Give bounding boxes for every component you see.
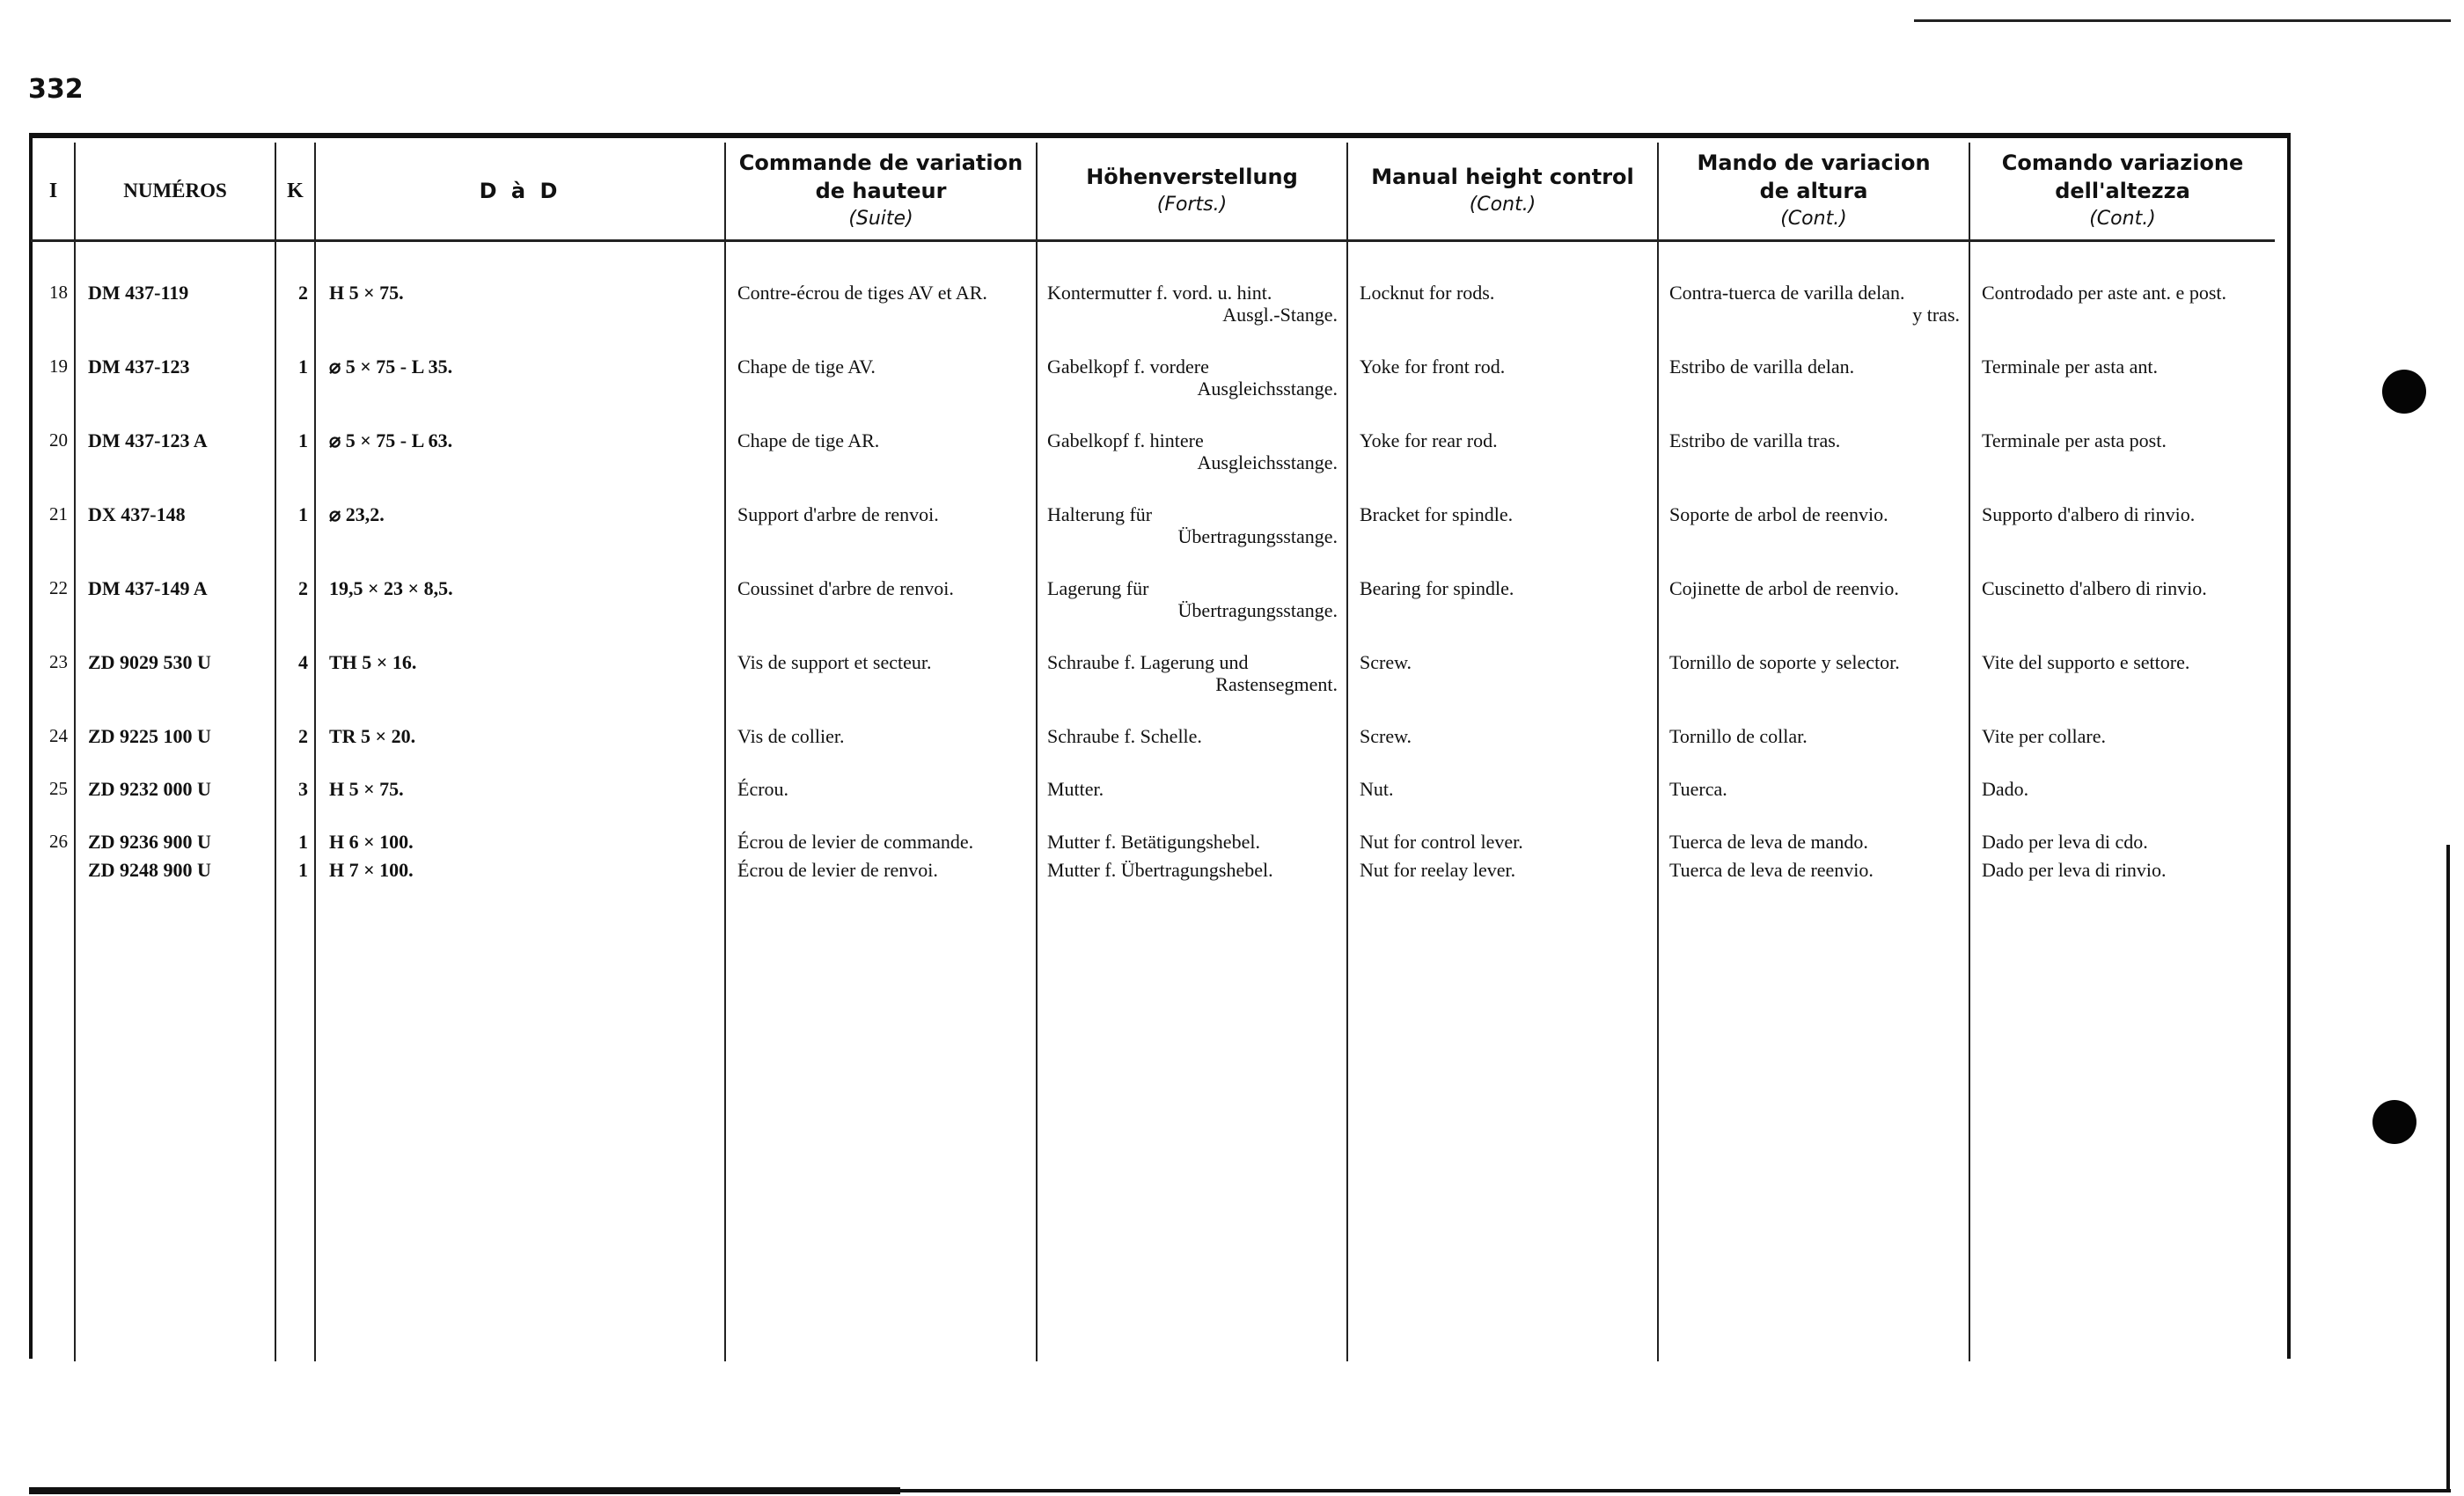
header-italian-title-2: dell'altezza — [2055, 179, 2190, 203]
cell-fr-line: Écrou. — [737, 778, 789, 800]
cell-dad: TR 5 × 20. — [329, 725, 416, 747]
cell-k: 2 — [298, 282, 308, 304]
cell-numero: DM 437-149 A — [88, 577, 208, 599]
header-german — [1038, 143, 1346, 239]
cell-fr — [737, 651, 1028, 673]
cell-de-line: Mutter f. Betätigungshebel. — [1047, 831, 1260, 853]
cell-en — [1360, 503, 1650, 525]
cell-fr — [737, 429, 1028, 451]
cell-numero: DM 437-119 — [88, 282, 189, 304]
cell-es-line: Tuerca. — [1669, 778, 1727, 800]
cell-fr-line: Chape de tige AR. — [737, 429, 880, 451]
header-spanish-title-2: de altura — [1759, 179, 1868, 203]
cell-de-line: Kontermutter f. vord. u. hint. — [1047, 282, 1272, 304]
cell-dad: H 5 × 75. — [329, 282, 404, 304]
cell-de — [1047, 831, 1338, 853]
cell-numero: DX 437-148 — [88, 503, 186, 525]
cell-k: 3 — [298, 778, 308, 800]
right-edge-rule — [2446, 845, 2450, 1492]
cell-it — [1982, 577, 2272, 599]
cell-fr-line: Chape de tige AV. — [737, 356, 876, 378]
header-dad-label: D à D — [479, 179, 561, 203]
cell-de — [1047, 282, 1338, 326]
cell-en-line: Nut. — [1360, 778, 1394, 800]
cell-k: 1 — [298, 831, 308, 853]
header-french-title-2: de hauteur — [815, 179, 947, 203]
cell-index: 26 — [49, 831, 68, 852]
cell-en-line: Bracket for spindle. — [1360, 503, 1514, 525]
cell-de-line: Gabelkopf f. vordere — [1047, 356, 1209, 378]
cell-es-line: Soporte de arbol de reenvio. — [1669, 503, 1888, 525]
header-english-title-1: Manual height control — [1371, 165, 1634, 189]
cell-it-line: Supporto d'albero di rinvio. — [1982, 503, 2196, 525]
cell-fr-line: Coussinet d'arbre de renvoi. — [737, 577, 954, 599]
cell-index: 22 — [49, 577, 68, 598]
cell-index: 18 — [49, 282, 68, 303]
cell-es-line: Tornillo de soporte y selector. — [1669, 651, 1900, 673]
cell-es-line: Tornillo de collar. — [1669, 725, 1808, 747]
cell-de — [1047, 429, 1338, 473]
cell-dad: H 6 × 100. — [329, 831, 414, 853]
cell-fr — [737, 356, 1028, 378]
cell-it — [1982, 831, 2272, 853]
cell-es — [1669, 503, 1960, 525]
cell-es-line: Tuerca de leva de reenvio. — [1669, 859, 1874, 881]
cell-de — [1047, 503, 1338, 547]
cell-en-line: Nut for reelay lever. — [1360, 859, 1516, 881]
cell-fr — [737, 577, 1028, 599]
header-german-title-1: Höhenverstellung — [1086, 165, 1298, 189]
cell-numero: ZD 9236 900 U — [88, 831, 211, 853]
cell-index: 21 — [49, 503, 68, 524]
cell-de-line: Übertragungsstange. — [1177, 599, 1338, 621]
header-index: I — [48, 179, 58, 202]
cell-fr — [737, 778, 1028, 800]
header-german-sub: (Forts.) — [1156, 194, 1228, 216]
page-number: 332 — [28, 74, 84, 105]
cell-de-line: Lagerung für — [1047, 577, 1149, 599]
cell-es-line: Cojinette de arbol de reenvio. — [1669, 577, 1899, 599]
cell-es — [1669, 356, 1960, 378]
cell-de-line: Mutter f. Übertragungshebel. — [1047, 859, 1273, 881]
header-italian-sub: (Cont.) — [2089, 208, 2156, 230]
cell-it — [1982, 778, 2272, 800]
column-divider — [314, 143, 316, 1361]
cell-en-line: Screw. — [1360, 725, 1412, 747]
header-numeros: NUMÉROS — [123, 180, 227, 202]
bottom-rule-thin — [900, 1489, 2451, 1492]
cell-es — [1669, 831, 1960, 853]
cell-en — [1360, 356, 1650, 378]
cell-fr — [737, 725, 1028, 747]
cell-index: 20 — [49, 429, 68, 451]
cell-fr-line: Écrou de levier de commande. — [737, 831, 974, 853]
cell-es — [1669, 282, 1960, 326]
cell-k: 1 — [298, 859, 308, 881]
header-italian-title-1: Comando variazione — [2001, 150, 2244, 175]
cell-fr-line: Contre-écrou de tiges AV et AR. — [737, 282, 987, 304]
cell-es — [1669, 429, 1960, 451]
cell-de-line: Schraube f. Lagerung und — [1047, 651, 1249, 673]
header-spanish-title-1: Mando de variacion — [1697, 150, 1931, 175]
cell-es — [1669, 778, 1960, 800]
cell-numero: ZD 9225 100 U — [88, 725, 211, 747]
cell-it — [1982, 503, 2272, 525]
cell-it-line: Dado. — [1982, 778, 2029, 800]
cell-en — [1360, 651, 1650, 673]
cell-it — [1982, 859, 2272, 881]
cell-index: 25 — [49, 778, 68, 799]
column-divider — [1657, 143, 1659, 1361]
cell-k: 1 — [298, 429, 308, 451]
cell-en — [1360, 778, 1650, 800]
cell-index: 24 — [49, 725, 68, 746]
cell-en-line: Locknut for rods. — [1360, 282, 1495, 304]
cell-k: 2 — [298, 725, 308, 747]
cell-it-line: Dado per leva di cdo. — [1982, 831, 2148, 853]
cell-de-line: Ausgl.-Stange. — [1222, 304, 1338, 326]
column-divider — [724, 143, 726, 1361]
cell-fr — [737, 503, 1028, 525]
cell-de — [1047, 778, 1338, 800]
cell-k: 4 — [298, 651, 308, 673]
cell-dad: ⌀ 5 × 75 - L 63. — [329, 429, 453, 451]
cell-it — [1982, 429, 2272, 451]
cell-dad: 19,5 × 23 × 8,5. — [329, 577, 453, 599]
column-divider — [74, 143, 76, 1361]
cell-it-line: Terminale per asta ant. — [1982, 356, 2159, 378]
cell-de — [1047, 356, 1338, 400]
cell-de-line: Übertragungsstange. — [1177, 525, 1338, 547]
cell-numero: DM 437-123 — [88, 356, 190, 378]
cell-es-line: Contra-tuerca de varilla delan. — [1669, 282, 1905, 304]
cell-en-line: Yoke for rear rod. — [1360, 429, 1498, 451]
column-divider — [275, 143, 276, 1361]
cell-es-line: Estribo de varilla delan. — [1669, 356, 1855, 378]
cell-it-line: Terminale per asta post. — [1982, 429, 2167, 451]
cell-it-line: Vite del supporto e settore. — [1982, 651, 2190, 673]
cell-en — [1360, 577, 1650, 599]
cell-it-line: Vite per collare. — [1982, 725, 2106, 747]
cell-es — [1669, 725, 1960, 747]
cell-index: 23 — [49, 651, 68, 672]
cell-de — [1047, 725, 1338, 747]
cell-k: 2 — [298, 577, 308, 599]
column-divider — [1346, 143, 1348, 1361]
cell-es — [1669, 651, 1960, 673]
cell-fr — [737, 859, 1028, 881]
cell-dad: H 7 × 100. — [329, 859, 414, 881]
cell-es-line: Estribo de varilla tras. — [1669, 429, 1841, 451]
cell-de-line: Mutter. — [1047, 778, 1104, 800]
cell-it — [1982, 282, 2272, 304]
cell-de-line: Schraube f. Schelle. — [1047, 725, 1202, 747]
cell-en — [1360, 831, 1650, 853]
header-english — [1348, 143, 1657, 239]
column-divider — [1036, 143, 1038, 1361]
punch-hole — [2382, 370, 2426, 414]
cell-it — [1982, 356, 2272, 378]
header-italian — [1970, 143, 2275, 239]
cell-de — [1047, 859, 1338, 881]
header-spanish — [1659, 143, 1969, 239]
header-spanish-sub: (Cont.) — [1780, 208, 1847, 230]
cell-it-line: Controdado per aste ant. e post. — [1982, 282, 2226, 304]
cell-it — [1982, 725, 2272, 747]
cell-fr — [737, 282, 1028, 304]
cell-fr-line: Vis de collier. — [737, 725, 845, 747]
cell-it-line: Cuscinetto d'albero di rinvio. — [1982, 577, 2207, 599]
header-k: K — [287, 179, 304, 202]
cell-en-line: Yoke for front rod. — [1360, 356, 1506, 378]
cell-de-line: Halterung für — [1047, 503, 1153, 525]
cell-numero: ZD 9029 530 U — [88, 651, 211, 673]
cell-fr — [737, 831, 1028, 853]
cell-en — [1360, 429, 1650, 451]
cell-es — [1669, 859, 1960, 881]
cell-es-line: y tras. — [1912, 304, 1960, 326]
header-french-title-1: Commande de variation — [738, 150, 1023, 175]
cell-de-line: Gabelkopf f. hintere — [1047, 429, 1204, 451]
cell-es-line: Tuerca de leva de mando. — [1669, 831, 1868, 853]
cell-dad: ⌀ 5 × 75 - L 35. — [329, 356, 453, 378]
cell-en — [1360, 859, 1650, 881]
cell-de-line: Ausgleichsstange. — [1197, 378, 1338, 400]
cell-en — [1360, 725, 1650, 747]
column-divider — [1969, 143, 1970, 1361]
cell-dad: H 5 × 75. — [329, 778, 404, 800]
cell-en-line: Bearing for spindle. — [1360, 577, 1514, 599]
cell-numero: ZD 9248 900 U — [88, 859, 211, 881]
cell-numero: ZD 9232 000 U — [88, 778, 211, 800]
cell-k: 1 — [298, 356, 308, 378]
cell-fr-line: Support d'arbre de renvoi. — [737, 503, 939, 525]
cell-it-line: Dado per leva di rinvio. — [1982, 859, 2167, 881]
cell-index: 19 — [49, 356, 68, 377]
cell-k: 1 — [298, 503, 308, 525]
cell-de-line: Ausgleichsstange. — [1197, 451, 1338, 473]
cell-en-line: Screw. — [1360, 651, 1412, 673]
header-french-sub: (Suite) — [848, 208, 913, 230]
cell-es — [1669, 577, 1960, 599]
header-dad — [316, 143, 724, 239]
cell-dad: TH 5 × 16. — [329, 651, 417, 673]
cell-numero: DM 437-123 A — [88, 429, 208, 451]
cell-fr-line: Vis de support et secteur. — [737, 651, 932, 673]
cell-de — [1047, 577, 1338, 621]
cell-de — [1047, 651, 1338, 695]
bottom-rule-thick — [29, 1487, 900, 1494]
cell-dad: ⌀ 23,2. — [329, 503, 385, 525]
cell-de-line: Rastensegment. — [1215, 673, 1338, 695]
header-rule — [31, 239, 2275, 242]
header-french — [726, 143, 1036, 239]
header-english-sub: (Cont.) — [1469, 194, 1536, 216]
cell-it — [1982, 651, 2272, 673]
cell-fr-line: Écrou de levier de renvoi. — [737, 859, 938, 881]
punch-hole — [2372, 1100, 2416, 1144]
cell-en — [1360, 282, 1650, 304]
cell-en-line: Nut for control lever. — [1360, 831, 1523, 853]
top-rule — [1914, 19, 2451, 22]
